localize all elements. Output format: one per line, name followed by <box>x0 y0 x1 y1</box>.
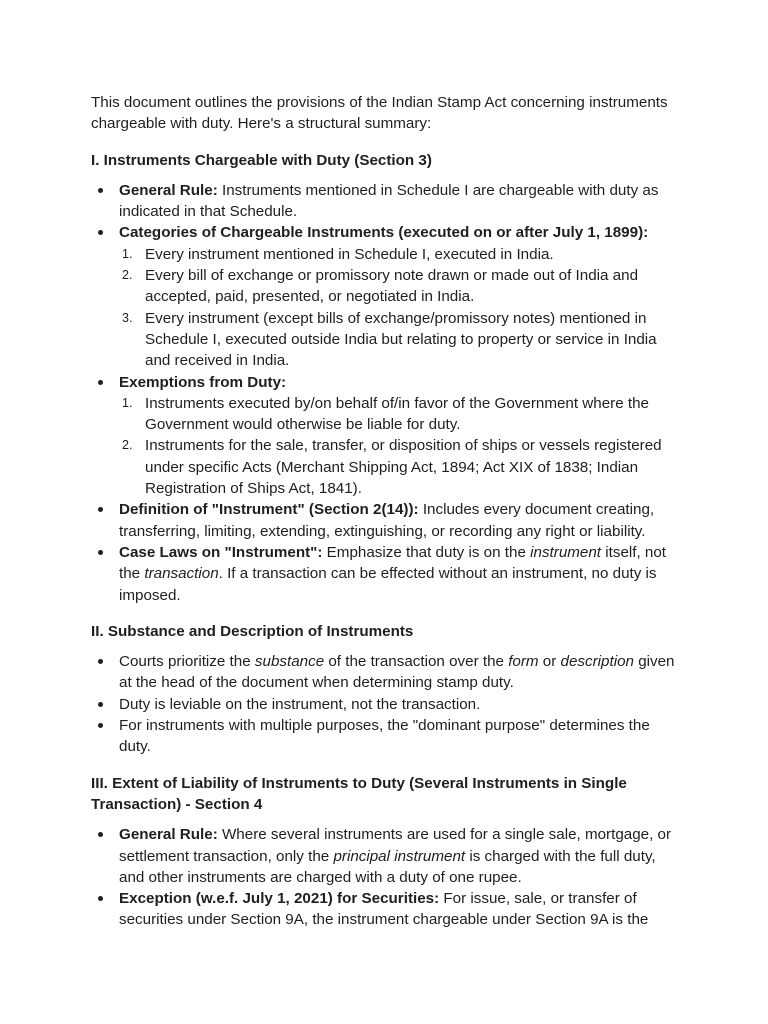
list-item: Exception (w.e.f. July 1, 2021) for Securities: For issue, sale, or transfer of securities under Section 9A, the instrument chargeable under Section 9A is the <box>91 888 681 931</box>
list-item: 1. Every instrument mentioned in Schedule I, executed in India. <box>122 245 554 263</box>
list-item: General Rule: Instruments mentioned in Schedule I are chargeable with duty as indicated in that Schedule. <box>91 180 681 223</box>
list-item: 2. Every bill of exchange or promissory note drawn or made out of India and accepted, paid, presented, or negotiated in India. <box>122 267 639 306</box>
categories-list <box>119 244 681 372</box>
list-item: 3. Every instrument (except bills of exchange/promissory notes) mentioned in Schedule I, executed outside India but relating to property or service in India and received in India. <box>122 309 657 370</box>
section-1-heading: I. Instruments Chargeable with Duty (Section 3) <box>91 151 432 169</box>
list-item: Definition of "Instrument" (Section 2(14)): Includes every document creating, transferring, limiting, extending, extinguishing, or recording any right or liability. <box>91 499 681 542</box>
list-item: Case Laws on "Instrument": Emphasize that duty is on the instrument itself, not the transaction. If a transaction can be effected without an instrument, no duty is imposed. <box>91 542 681 606</box>
list-item: General Rule: Where several instruments are used for a single sale, mortgage, or settlement transaction, only the principal instrument is charged with the full duty, and other instruments are charged with a duty of one rupee. <box>91 824 681 888</box>
list-item: Exemptions from Duty: 1. Instruments executed by/on behalf of/in favor of the Government where the Government would otherwise be liable for duty. 2. Instruments for the sale, transfer, or disposition of ships or vessels registered under specific Acts (Merchant Shipping Act, 1894; Act XIX of 1838; Indian Registration of Ships Act, 1841). <box>91 372 681 500</box>
section-1-list <box>91 180 681 606</box>
section-3-list <box>91 824 681 930</box>
list-item: For instruments with multiple purposes, the "dominant purpose" determines the duty. <box>91 715 681 758</box>
intro-paragraph: This document outlines the provisions of the Indian Stamp Act concerning instruments chargeable with duty. Here's a structural summary: <box>91 94 668 133</box>
document-page <box>91 92 681 946</box>
exemptions-list <box>119 393 681 499</box>
list-item: Categories of Chargeable Instruments (executed on or after July 1, 1899): 1. Every instrument mentioned in Schedule I, executed in India. 2. Every bill of exchange or promissory note drawn or made out of India and accepted, paid, presented, or negotiated in India. 3. Every instrument (except bills of exchange/promissory notes) mentioned in Schedule I, executed outside India but relating to property or service in India and received in India. <box>91 222 681 371</box>
section-2-list <box>91 651 681 757</box>
list-item: Duty is leviable on the instrument, not the transaction. <box>91 694 681 715</box>
section-2-heading: II. Substance and Description of Instruments <box>91 622 414 640</box>
list-item: Courts prioritize the substance of the transaction over the form or description given at the head of the document when determining stamp duty. <box>91 651 681 694</box>
list-item: 1. Instruments executed by/on behalf of/in favor of the Government where the Government would otherwise be liable for duty. <box>122 394 650 434</box>
list-item: 2. Instruments for the sale, transfer, or disposition of ships or vessels registered under specific Acts (Merchant Shipping Act, 1894; Act XIX of 1838; Indian Registration of Ships Act, 1841). <box>122 437 662 498</box>
section-3-heading: III. Extent of Liability of Instruments to Duty (Several Instruments in Single Transaction) - Section 4 <box>91 774 627 813</box>
